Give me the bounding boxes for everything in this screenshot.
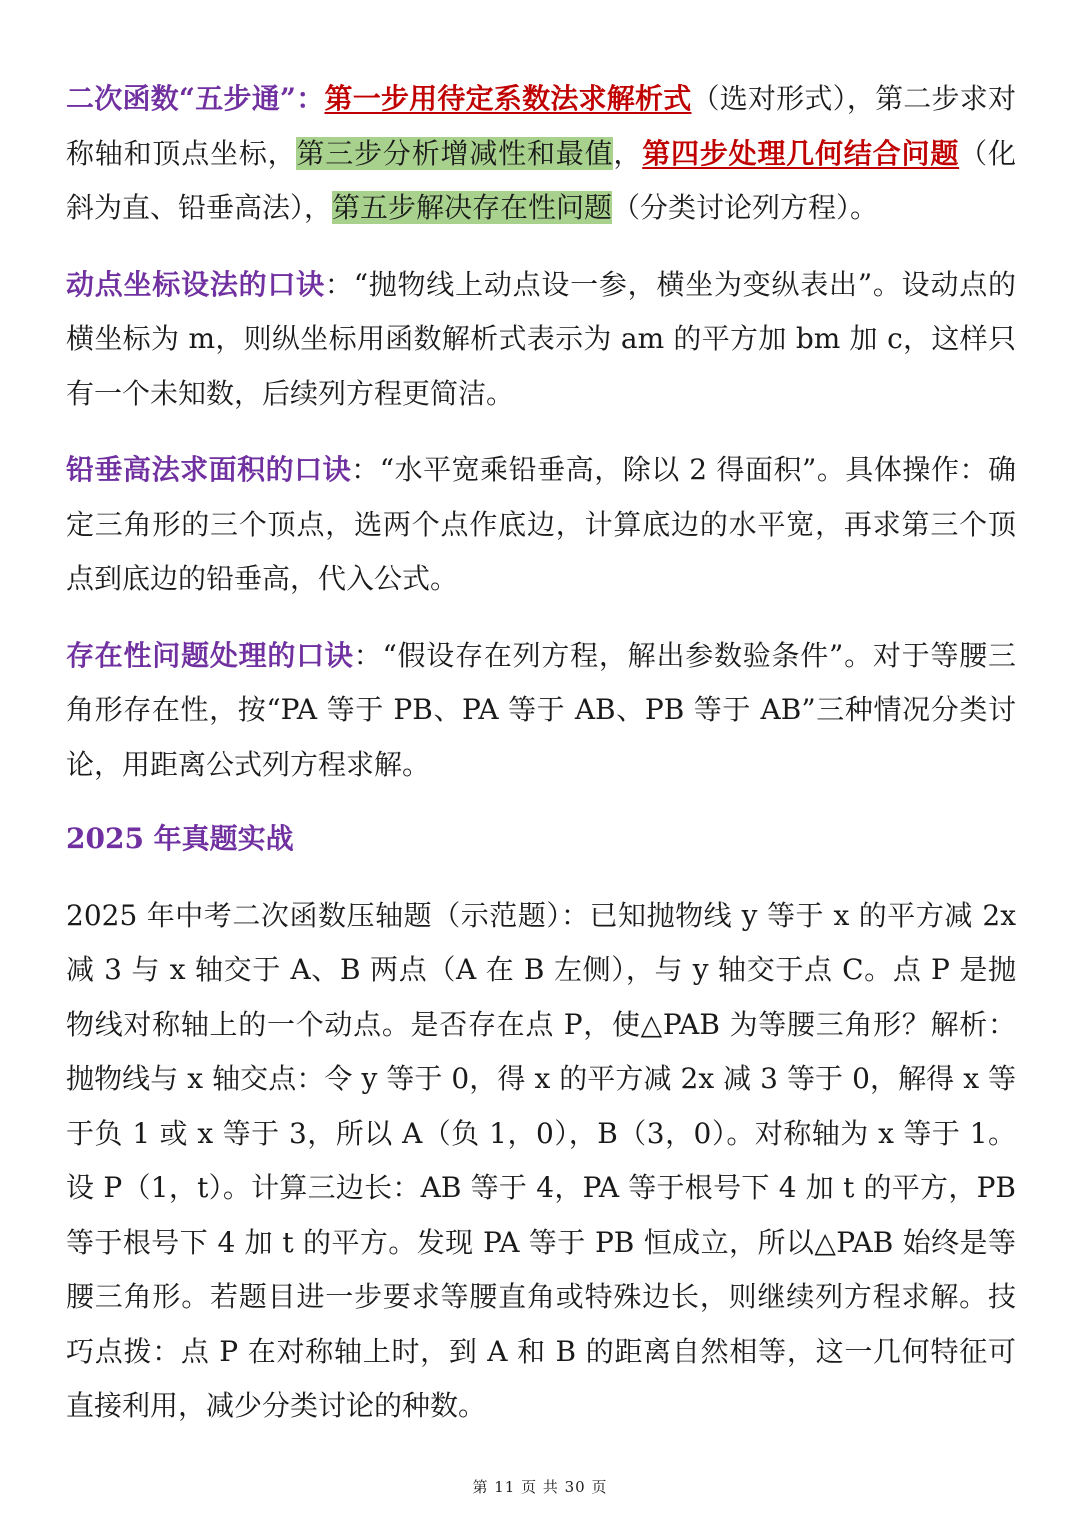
section-title: 2025 年真题实战 — [66, 822, 294, 855]
p3-body: ：“水平宽乘铅垂高，除以 2 得面积”。具体操作：确定三角形的三个顶点，选两个点作底边，计算底边的水平宽，再求第三个顶点到底边的铅垂高，代入公式。 — [66, 453, 1016, 595]
lead-five-steps: 二次函数“五步通”： — [66, 82, 325, 115]
step1-text: 第一步用待定系数法求解析式 — [324, 82, 692, 115]
page-footer: 第 11 页 共 30 页 — [472, 1478, 608, 1496]
lead-vertical-height: 铅垂高法求面积的口诀 — [66, 453, 352, 486]
step4-text: 第四步处理几何结合问题 — [642, 136, 960, 170]
p2-body: ：“抛物线上动点设一参，横坐为变纵表出”。设动点的横坐标为 m，则纵坐标用函数解析式表示为 am 的平方加 bm 加 c，这样只有一个未知数，后续列方程更简洁。 — [66, 267, 1016, 410]
paragraph-example-problem — [66, 889, 1016, 1434]
paragraph-five-steps — [66, 72, 1016, 236]
p5-body: 2025 年中考二次函数压轴题（示范题）：已知抛物线 y 等于 x 的平方减 2x 减 3 与 x 轴交于 A、B 两点（A 在 B 左侧），与 y 轴交于点 C。点 P 是抛物线对称轴上的一个动点。是否存在点 P，使△PAB 为等腰三角形？解析：抛物线与 x 轴交点：令 y 等于 0，得 x 的平方减 2x 减 3 等于 0，解得 x 等于负 1 或 x 等于 3，所以 A（负 1，0），B（3，0）。对称轴为 x 等于 1。设 P（1，t）。计算三边长：AB 等于 4，PA 等于根号下 4 加 t 的平方，PB 等于根号下 4 加 t 的平方。发现 PA 等于 PB 恒成立，所以△PAB 始终是等腰三角形。若题目进一步要求等腰直角或特殊边长，则继续列方程求解。技巧点拨：点 P 在对称轴上时，到 A 和 B 的距离自然相等，这一几何特征可直接利用，减少分类讨论的种数。 — [66, 898, 1016, 1422]
p4-body: ：“假设存在列方程，解出参数验条件”。对于等腰三角形存在性，按“PA 等于 PB、PA 等于 AB、PB 等于 AB”三种情况分类讨论，用距离公式列方程求解。 — [66, 638, 1016, 781]
paragraph-moving-point — [66, 258, 1016, 422]
p1-text-3: （化斜为直、铅垂高法）， — [66, 136, 1016, 224]
p1-text-1: （选对形式），第二步求对称轴和顶点坐标， — [66, 82, 1016, 170]
document-page — [66, 72, 1016, 1434]
p1-text-2: ， — [613, 136, 643, 170]
lead-moving-point: 动点坐标设法的口诀 — [66, 267, 325, 301]
paragraph-existence — [66, 629, 1016, 793]
step3-highlight: 第三步分析增减性和最值 — [296, 136, 614, 170]
lead-existence: 存在性问题处理的口诀 — [66, 638, 354, 672]
paragraph-vertical-height — [66, 443, 1016, 607]
step5-highlight: 第五步解决存在性问题 — [332, 191, 613, 224]
p1-text-4: （分类讨论列方程）。 — [612, 191, 879, 224]
